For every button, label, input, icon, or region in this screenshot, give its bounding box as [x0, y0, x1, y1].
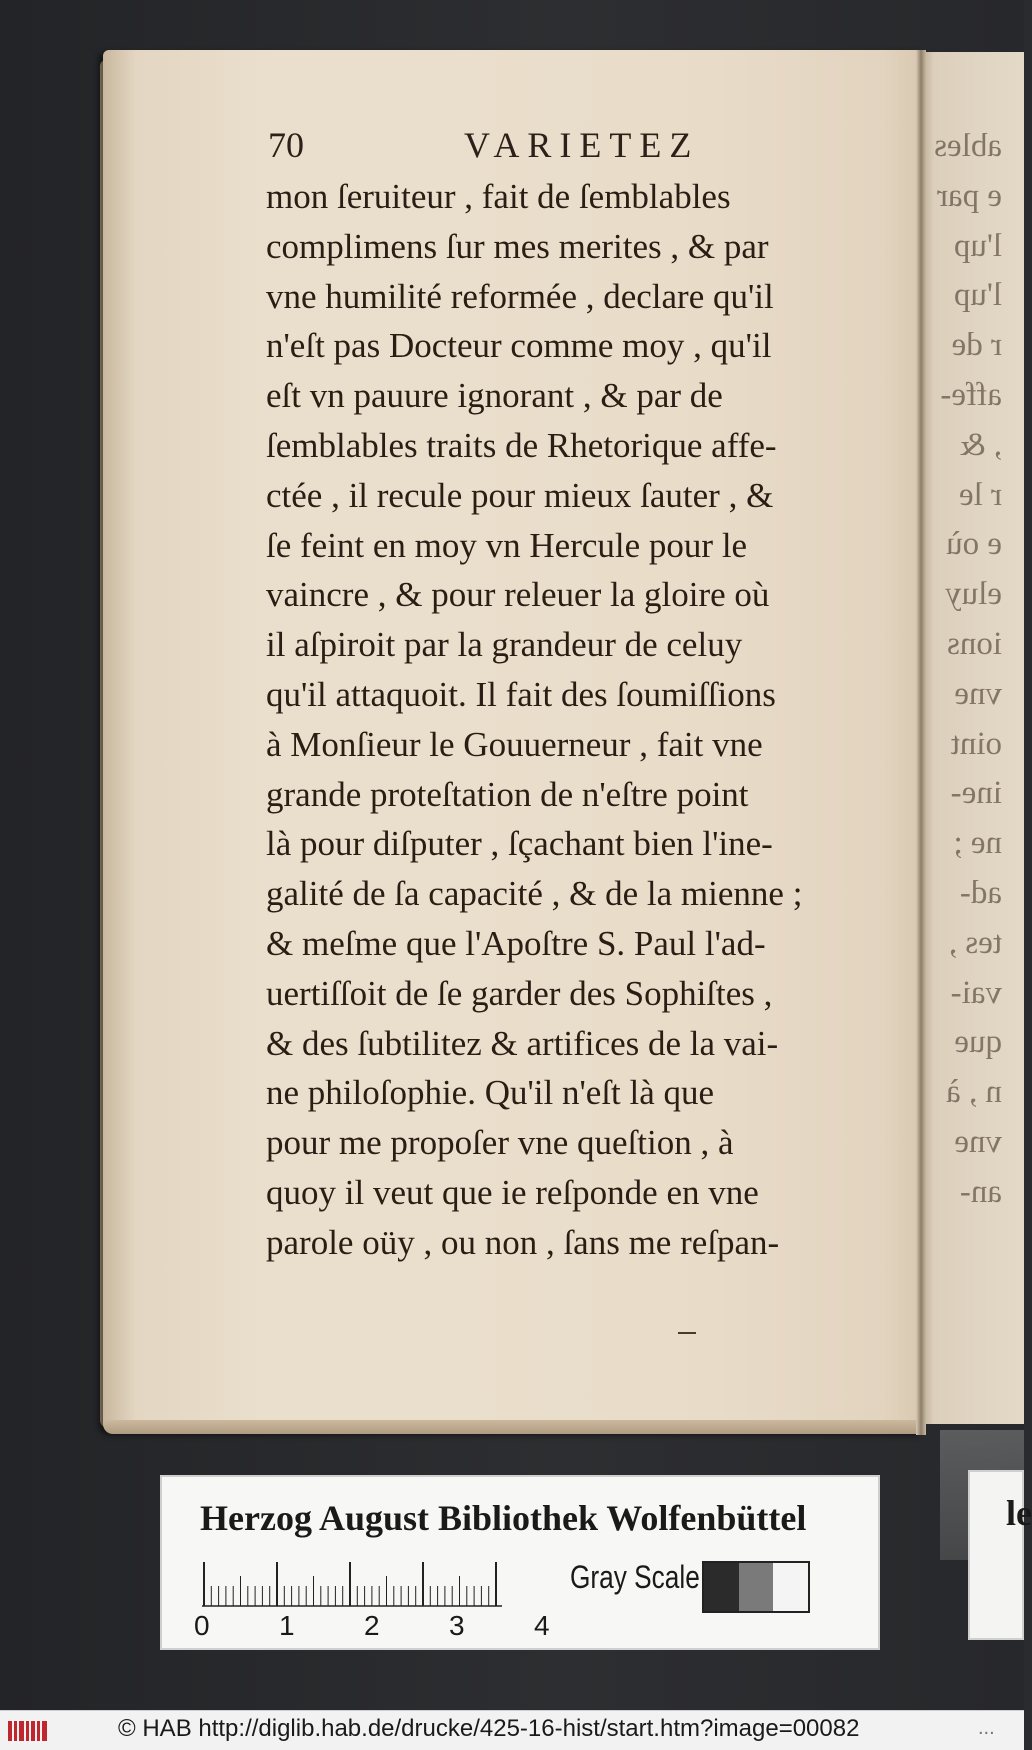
bleed-through-line: n , à: [946, 1074, 1002, 1111]
text-line: & des ſubtilitez & artifices de la vai-: [266, 1023, 779, 1063]
color-scale-card: [160, 1475, 880, 1650]
ruler-number: 3: [449, 1610, 465, 1641]
bleed-through-line: oint: [950, 725, 1002, 762]
bleed-through-line: vne: [954, 1124, 1002, 1160]
text-line: ctée , il recule pour mieux ſauter , &: [266, 475, 774, 515]
text-line: mon ſeruiteur , fait de ſemblables: [266, 177, 731, 216]
text-line: vne humilité reformée , declare qu'il: [266, 276, 774, 316]
text-line: ſe feint en moy vn Hercule pour le: [266, 525, 748, 565]
text-line: galité de ſa capacité , & de la mienne ;: [266, 874, 803, 914]
text-line: ſemblables traits de Rhetorique affe-: [266, 425, 777, 465]
footer-citation: © HAB http://diglib.hab.de/drucke/425-16-hist/start.htm?image=00082: [118, 1715, 860, 1742]
text-line: quoy il veut que ie reſponde en vne: [266, 1172, 759, 1212]
bleed-through-line: ad-: [959, 875, 1002, 911]
book-gutter: [916, 50, 926, 1435]
running-head-title: VARIETEZ: [464, 125, 700, 165]
ruler-number: 1: [279, 1610, 295, 1641]
text-line: vaincre , & pour releuer la gloire où: [266, 575, 770, 615]
bleed-through-line: vne: [954, 675, 1002, 712]
ruler-scale: [202, 1562, 502, 1607]
gray-swatch: [704, 1563, 739, 1611]
bleed-through-line: ions: [946, 626, 1002, 662]
page-number: 70: [268, 125, 304, 165]
ruler-numbers: [192, 1610, 550, 1644]
footer-bar: [0, 1710, 1024, 1750]
text-line: grande proteſtation de n'eſtre point: [266, 774, 749, 814]
bleed-through-line: l'up: [953, 227, 1002, 264]
next-page: [922, 52, 1024, 1424]
bleed-through-line: ine-: [950, 775, 1002, 812]
gray-scale-swatches: [702, 1561, 810, 1613]
side-scale-card: [968, 1470, 1032, 1640]
text-line: à Monſieur le Gouuerneur , fait vne: [266, 724, 763, 764]
bleed-through-line: l'up: [953, 277, 1002, 314]
bleed-through-line: ables: [934, 128, 1002, 164]
text-line: & meſme que l'Apoſtre S. Paul l'ad-: [266, 923, 766, 963]
gray-swatch: [773, 1563, 808, 1611]
ruler-number: 2: [364, 1610, 380, 1641]
bleed-through-line: , &: [959, 426, 1002, 463]
bleed-through-line: eluy: [945, 576, 1002, 613]
bleed-through-line: ne ;: [953, 825, 1002, 862]
gray-swatch: [739, 1563, 774, 1611]
footer-more[interactable]: ...: [978, 1717, 995, 1739]
text-line: n'eſt pas Docteur comme moy , qu'il: [266, 326, 772, 366]
ink-mark: [678, 1332, 696, 1334]
bleed-through-line: tes ,: [948, 924, 1002, 961]
text-line: ne philoſophie. Qu'il n'eſt là que: [266, 1073, 715, 1113]
bleed-through-line: affe-: [940, 377, 1002, 413]
page-text: [266, 172, 878, 1268]
text-line: pour me propoſer vne queſtion , à: [266, 1123, 734, 1163]
ruler-number: 4: [534, 1610, 550, 1641]
bleed-through-line: r le: [958, 476, 1002, 513]
text-line: qu'il attaquoit. Il fait des ſoumiſſions: [266, 674, 776, 714]
text-line: là pour diſputer , ſçachant bien l'ine-: [266, 824, 773, 864]
text-line: parole oüy , ou non , ſans me reſpan-: [266, 1222, 780, 1262]
bleed-through-line: an-: [959, 1173, 1002, 1210]
text-line: uertiſſoit de ſe garder des Sophiſtes ,: [266, 973, 773, 1013]
side-card-letter: le: [1006, 1493, 1032, 1533]
bleed-through-line: vai-: [950, 974, 1002, 1011]
gray-scale-label: Gray Scale: [570, 1559, 700, 1595]
hab-logo-icon: [8, 1719, 48, 1743]
text-line: eſt vn pauure ignorant , & par de: [266, 376, 723, 416]
card-title: Herzog August Bibliothek Wolfenbüttel: [200, 1498, 807, 1538]
bleed-through-line: e où: [946, 526, 1002, 563]
bleed-through-line: que: [954, 1024, 1002, 1061]
text-line: il aſpiroit par la grandeur de celuy: [266, 625, 743, 665]
text-line: complimens ſur mes merites , & par: [266, 226, 769, 266]
bleed-through-line: r de: [951, 327, 1002, 364]
bleed-through-line: e par: [936, 177, 1002, 214]
page-bottom-edge: [103, 1420, 923, 1434]
running-head: [268, 124, 888, 172]
ruler-number: 0: [194, 1610, 210, 1641]
